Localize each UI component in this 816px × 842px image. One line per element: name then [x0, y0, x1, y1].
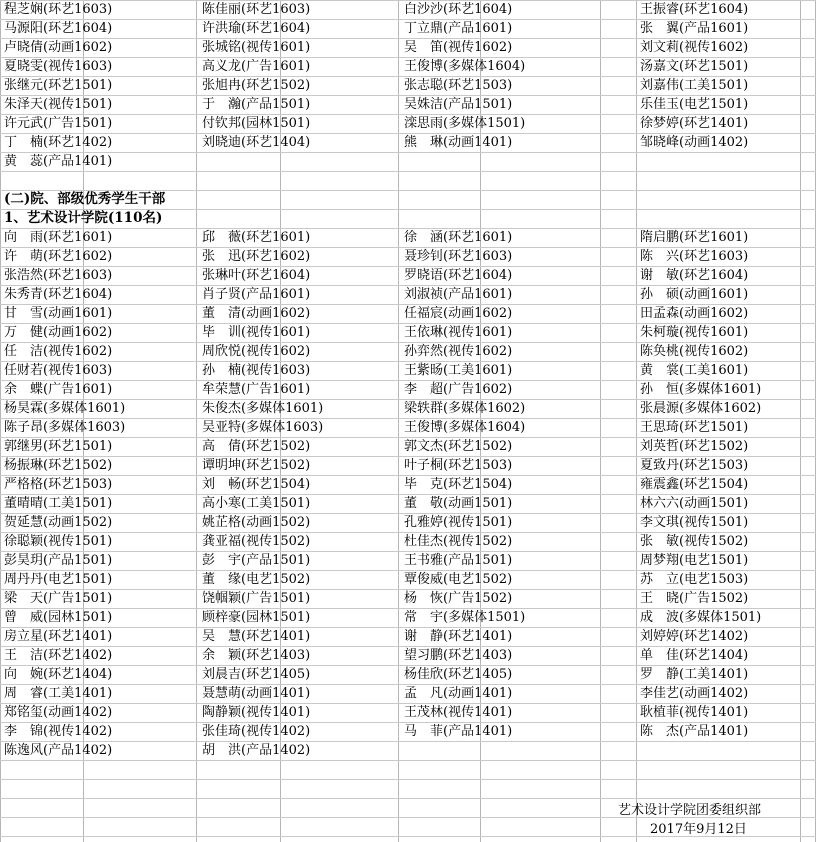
table-row [0, 665, 816, 684]
table-row [0, 608, 816, 627]
student-name-cell: 周欣悦(视传1602) [202, 344, 311, 359]
student-name-cell: 杨 恢(广告1502) [404, 591, 513, 606]
table-row [0, 57, 816, 76]
student-name-cell: 林六六(动画1501) [640, 496, 749, 511]
student-name-cell: 徐聪颖(视传1501) [4, 534, 113, 549]
student-name-cell: 张 迅(环艺1602) [202, 249, 311, 264]
table-row [0, 684, 816, 703]
table-row [0, 95, 816, 114]
student-name-cell: 李文琪(视传1501) [640, 515, 749, 530]
student-name-cell: 牟荣慧(广告1601) [202, 382, 311, 397]
student-name-cell: 许 萌(环艺1602) [4, 249, 113, 264]
grid-row-line [0, 760, 816, 761]
student-name-cell: 孙 恒(多媒体1601) [640, 382, 762, 397]
student-name-cell: 吴亚特(多媒体1603) [202, 420, 324, 435]
student-name-cell: 梁 天(广告1501) [4, 591, 113, 606]
student-name-cell: 孙 硕(动画1601) [640, 287, 749, 302]
student-name-cell: 贺延慧(动画1502) [4, 515, 113, 530]
grid-row-line [0, 171, 816, 172]
table-row [0, 551, 816, 570]
student-name-cell: 程芝娴(环艺1603) [4, 2, 113, 17]
student-name-cell: 王俊博(多媒体1604) [404, 420, 526, 435]
student-name-cell: 于 瀚(产品1501) [202, 97, 311, 112]
student-name-cell: 叶子桐(环艺1503) [404, 458, 513, 473]
student-name-cell: 陈奂桃(视传1602) [640, 344, 749, 359]
student-name-cell: 王 晓(广告1502) [640, 591, 749, 606]
student-name-cell: 夏致丹(环艺1503) [640, 458, 749, 473]
table-row [0, 703, 816, 722]
student-name-cell: 郭文杰(环艺1502) [404, 439, 513, 454]
student-name-cell: 黄 蕊(产品1401) [4, 154, 113, 169]
student-name-cell: 杨昊霖(多媒体1601) [4, 401, 126, 416]
table-row [0, 494, 816, 513]
student-name-cell: 刘文莉(视传1602) [640, 40, 749, 55]
student-name-cell: 陈 兴(环艺1603) [640, 249, 749, 264]
student-name-cell: 邹晓峰(动画1402) [640, 135, 749, 150]
table-row [0, 570, 816, 589]
student-name-cell: 熊 琳(动画1401) [404, 135, 513, 150]
table-row [0, 437, 816, 456]
student-name-cell: 周丹丹(电艺1501) [4, 572, 113, 587]
table-row [0, 475, 816, 494]
student-name-cell: 吴 慧(环艺1401) [202, 629, 311, 644]
student-name-cell: 孟 凡(动画1401) [404, 686, 513, 701]
student-name-cell: 王书雅(产品1501) [404, 553, 513, 568]
student-name-cell: 李 超(广告1602) [404, 382, 513, 397]
student-name-cell: 万 健(动画1602) [4, 325, 113, 340]
table-row [0, 532, 816, 551]
student-name-cell: 陈 杰(产品1401) [640, 724, 749, 739]
student-name-cell: 刘婷婷(环艺1402) [640, 629, 749, 644]
student-name-cell: 曾 威(园林1501) [4, 610, 113, 625]
student-name-cell: 白沙沙(环艺1604) [404, 2, 513, 17]
student-name-cell: 高小寒(工美1501) [202, 496, 311, 511]
student-name-cell: 严格格(环艺1503) [4, 477, 113, 492]
student-name-cell: 余 蝶(广告1601) [4, 382, 113, 397]
student-name-cell: 王紫旸(工美1601) [404, 363, 513, 378]
student-name-cell: 彭 宇(产品1501) [202, 553, 311, 568]
table-row [0, 247, 816, 266]
student-name-cell: 董 敬(动画1501) [404, 496, 513, 511]
student-name-cell: 高义龙(广告1601) [202, 59, 311, 74]
student-name-cell: 肖子贤(产品1601) [202, 287, 311, 302]
student-name-cell: 吴 笛(视传1602) [404, 40, 513, 55]
student-name-cell: 耿植菲(视传1401) [640, 705, 749, 720]
student-name-cell: 吴姝洁(产品1501) [404, 97, 513, 112]
student-name-cell: 梁轶群(多媒体1602) [404, 401, 526, 416]
student-name-cell: 任 洁(视传1602) [4, 344, 113, 359]
student-name-cell: 刘淑祯(产品1601) [404, 287, 513, 302]
student-name-cell: 王俊博(多媒体1604) [404, 59, 526, 74]
student-name-cell: 刘 畅(环艺1504) [202, 477, 311, 492]
student-name-cell: 许元武(广告1501) [4, 116, 113, 131]
grid-row-line [0, 779, 816, 780]
student-name-cell: 乐佳玉(电艺1501) [640, 97, 749, 112]
table-row [0, 380, 816, 399]
student-name-cell: 李 锦(视传1402) [4, 724, 113, 739]
student-name-cell: 陈逸风(产品1402) [4, 743, 113, 758]
student-name-cell: 谢 静(环艺1401) [404, 629, 513, 644]
table-row [0, 399, 816, 418]
student-name-cell: 丁 楠(环艺1402) [4, 135, 113, 150]
student-name-cell: 徐 涵(环艺1601) [404, 230, 513, 245]
student-name-cell: 张 翼(产品1601) [640, 21, 749, 36]
student-name-cell: 张城铭(视传1601) [202, 40, 311, 55]
student-name-cell: 许洪瑜(环艺1604) [202, 21, 311, 36]
student-name-cell: 向 雨(环艺1601) [4, 230, 113, 245]
student-name-cell: 张浩然(环艺1603) [4, 268, 113, 283]
student-name-cell: 向 婉(环艺1404) [4, 667, 113, 682]
student-name-cell: 单 佳(环艺1404) [640, 648, 749, 663]
student-name-cell: 毕 克(环艺1504) [404, 477, 513, 492]
student-name-cell: 余 颖(环艺1403) [202, 648, 311, 663]
student-name-cell: 刘晨吉(环艺1405) [202, 667, 311, 682]
student-name-cell: 聂珍钊(环艺1603) [404, 249, 513, 264]
student-name-cell: 王振睿(环艺1604) [640, 2, 749, 17]
table-row [0, 228, 816, 247]
student-name-cell: 付钦邦(园林1501) [202, 116, 311, 131]
student-name-cell: 董 清(动画1602) [202, 306, 311, 321]
table-row [0, 152, 816, 171]
table-row [0, 513, 816, 532]
student-name-cell: 胡 洪(产品1402) [202, 743, 311, 758]
student-name-cell: 张继元(环艺1501) [4, 78, 113, 93]
student-name-cell [202, 152, 400, 171]
student-name-cell: 滦思雨(多媒体1501) [404, 116, 526, 131]
table-row [0, 133, 816, 152]
student-name-cell: 孙 楠(视传1603) [202, 363, 311, 378]
student-name-cell: 望习鹏(环艺1403) [404, 648, 513, 663]
table-row [0, 456, 816, 475]
table-row [0, 0, 816, 19]
student-name-cell: 苏 立(电艺1503) [640, 572, 749, 587]
student-name-cell: 王 洁(环艺1402) [4, 648, 113, 663]
table-row [0, 76, 816, 95]
student-name-cell: 张 敏(视传1502) [640, 534, 749, 549]
student-name-cell: 丁立鼎(产品1601) [404, 21, 513, 36]
table-row [0, 285, 816, 304]
student-name-cell: 杨佳欣(环艺1405) [404, 667, 513, 682]
student-name-cell: 朱秀青(环艺1604) [4, 287, 113, 302]
student-name-cell: 龚亚福(视传1502) [202, 534, 311, 549]
student-name-cell: 任福宸(动画1602) [404, 306, 513, 321]
student-name-cell: 刘英哲(环艺1502) [640, 439, 749, 454]
table-row [0, 114, 816, 133]
student-name-cell: 陈佳丽(环艺1603) [202, 2, 311, 17]
student-name-cell: 张志聪(环艺1503) [404, 78, 513, 93]
student-name-cell: 李佳艺(动画1402) [640, 686, 749, 701]
student-name-cell: 张琳叶(环艺1604) [202, 268, 311, 283]
section-title: (二)院、部级优秀学生干部 [4, 191, 166, 207]
student-name-cell: 孔雅婷(视传1501) [404, 515, 513, 530]
student-name-cell: 顾梓豪(园林1501) [202, 610, 311, 625]
student-name-cell: 朱柯璇(视传1601) [640, 325, 749, 340]
table-row [0, 342, 816, 361]
student-name-cell: 朱俊杰(多媒体1601) [202, 401, 324, 416]
student-name-cell: 汤嘉文(环艺1501) [640, 59, 749, 74]
student-name-cell: 雍震鑫(环艺1504) [640, 477, 749, 492]
student-name-cell: 马 菲(产品1401) [404, 724, 513, 739]
table-row [0, 646, 816, 665]
student-name-cell: 姚芷格(动画1502) [202, 515, 311, 530]
student-name-cell: 邱 薇(环艺1601) [202, 230, 311, 245]
table-row [0, 589, 816, 608]
student-name-cell: 高 倩(环艺1502) [202, 439, 311, 454]
table-row [0, 19, 816, 38]
student-name-cell [640, 741, 816, 760]
student-name-cell: 刘晓迪(环艺1404) [202, 135, 311, 150]
student-name-cell: 董 缘(电艺1502) [202, 572, 311, 587]
student-name-cell: 陶静颖(视传1401) [202, 705, 311, 720]
student-name-cell [404, 152, 638, 171]
table-row [0, 304, 816, 323]
student-name-cell: 夏晓雯(视传1603) [4, 59, 113, 74]
student-name-cell: 孙弈然(视传1602) [404, 344, 513, 359]
student-name-cell: 陈子昂(多媒体1603) [4, 420, 126, 435]
student-name-cell: 任财若(视传1603) [4, 363, 113, 378]
student-name-cell: 杨振琳(环艺1502) [4, 458, 113, 473]
student-name-cell: 马源阳(环艺1604) [4, 21, 113, 36]
student-name-cell: 郭继男(环艺1501) [4, 439, 113, 454]
student-name-cell: 董晴晴(工美1501) [4, 496, 113, 511]
student-name-cell: 郑铭玺(动画1402) [4, 705, 113, 720]
student-name-cell: 彭昊玥(产品1501) [4, 553, 113, 568]
grid-row-line [0, 798, 816, 799]
student-name-cell: 饶帼颖(广告1501) [202, 591, 311, 606]
student-name-cell: 王茂林(视传1401) [404, 705, 513, 720]
student-name-cell [404, 741, 638, 760]
table-row [0, 38, 816, 57]
student-name-cell: 张佳琦(视传1402) [202, 724, 311, 739]
student-name-cell: 房立星(环艺1401) [4, 629, 113, 644]
student-name-cell: 谭明坤(环艺1502) [202, 458, 311, 473]
table-row [0, 361, 816, 380]
student-name-cell: 罗晓语(环艺1604) [404, 268, 513, 283]
table-row [0, 741, 816, 760]
student-name-cell: 覃俊威(电艺1502) [404, 572, 513, 587]
footer-date: 2017年9月12日 [650, 822, 747, 837]
student-name-cell: 隋启鹏(环艺1601) [640, 230, 749, 245]
student-name-cell: 周梦翔(电艺1501) [640, 553, 749, 568]
student-name-cell: 卢晓倩(动画1602) [4, 40, 113, 55]
table-row [0, 722, 816, 741]
student-name-cell: 刘嘉伟(工美1501) [640, 78, 749, 93]
student-name-cell: 朱泽天(视传1501) [4, 97, 113, 112]
student-name-cell: 甘 雪(动画1601) [4, 306, 113, 321]
student-name-cell: 常 宇(多媒体1501) [404, 610, 526, 625]
subsection-title-row [0, 209, 816, 228]
student-name-cell: 黄 裳(工美1601) [640, 363, 749, 378]
subsection-title: 1、艺术设计学院(110名) [4, 210, 163, 226]
table-row [0, 627, 816, 646]
student-name-cell: 王思琦(环艺1501) [640, 420, 749, 435]
table-row [0, 418, 816, 437]
student-name-cell: 谢 敏(环艺1604) [640, 268, 749, 283]
student-name-cell: 聂慧萌(动画1401) [202, 686, 311, 701]
student-name-cell: 杜佳杰(视传1502) [404, 534, 513, 549]
table-row [0, 266, 816, 285]
footer-organization: 艺术设计学院团委组织部 [618, 803, 762, 818]
student-name-cell: 张旭冉(环艺1502) [202, 78, 311, 93]
student-name-cell [640, 152, 816, 171]
student-name-cell: 成 波(多媒体1501) [640, 610, 762, 625]
student-name-cell: 周 睿(工美1401) [4, 686, 113, 701]
student-name-cell: 罗 静(工美1401) [640, 667, 749, 682]
student-name-cell: 徐梦婷(环艺1401) [640, 116, 749, 131]
student-name-cell: 王依琳(视传1601) [404, 325, 513, 340]
section-title-row [0, 190, 816, 209]
student-name-cell: 毕 训(视传1601) [202, 325, 311, 340]
student-name-cell: 张晨源(多媒体1602) [640, 401, 762, 416]
table-row [0, 323, 816, 342]
student-name-cell: 田孟森(动画1602) [640, 306, 749, 321]
